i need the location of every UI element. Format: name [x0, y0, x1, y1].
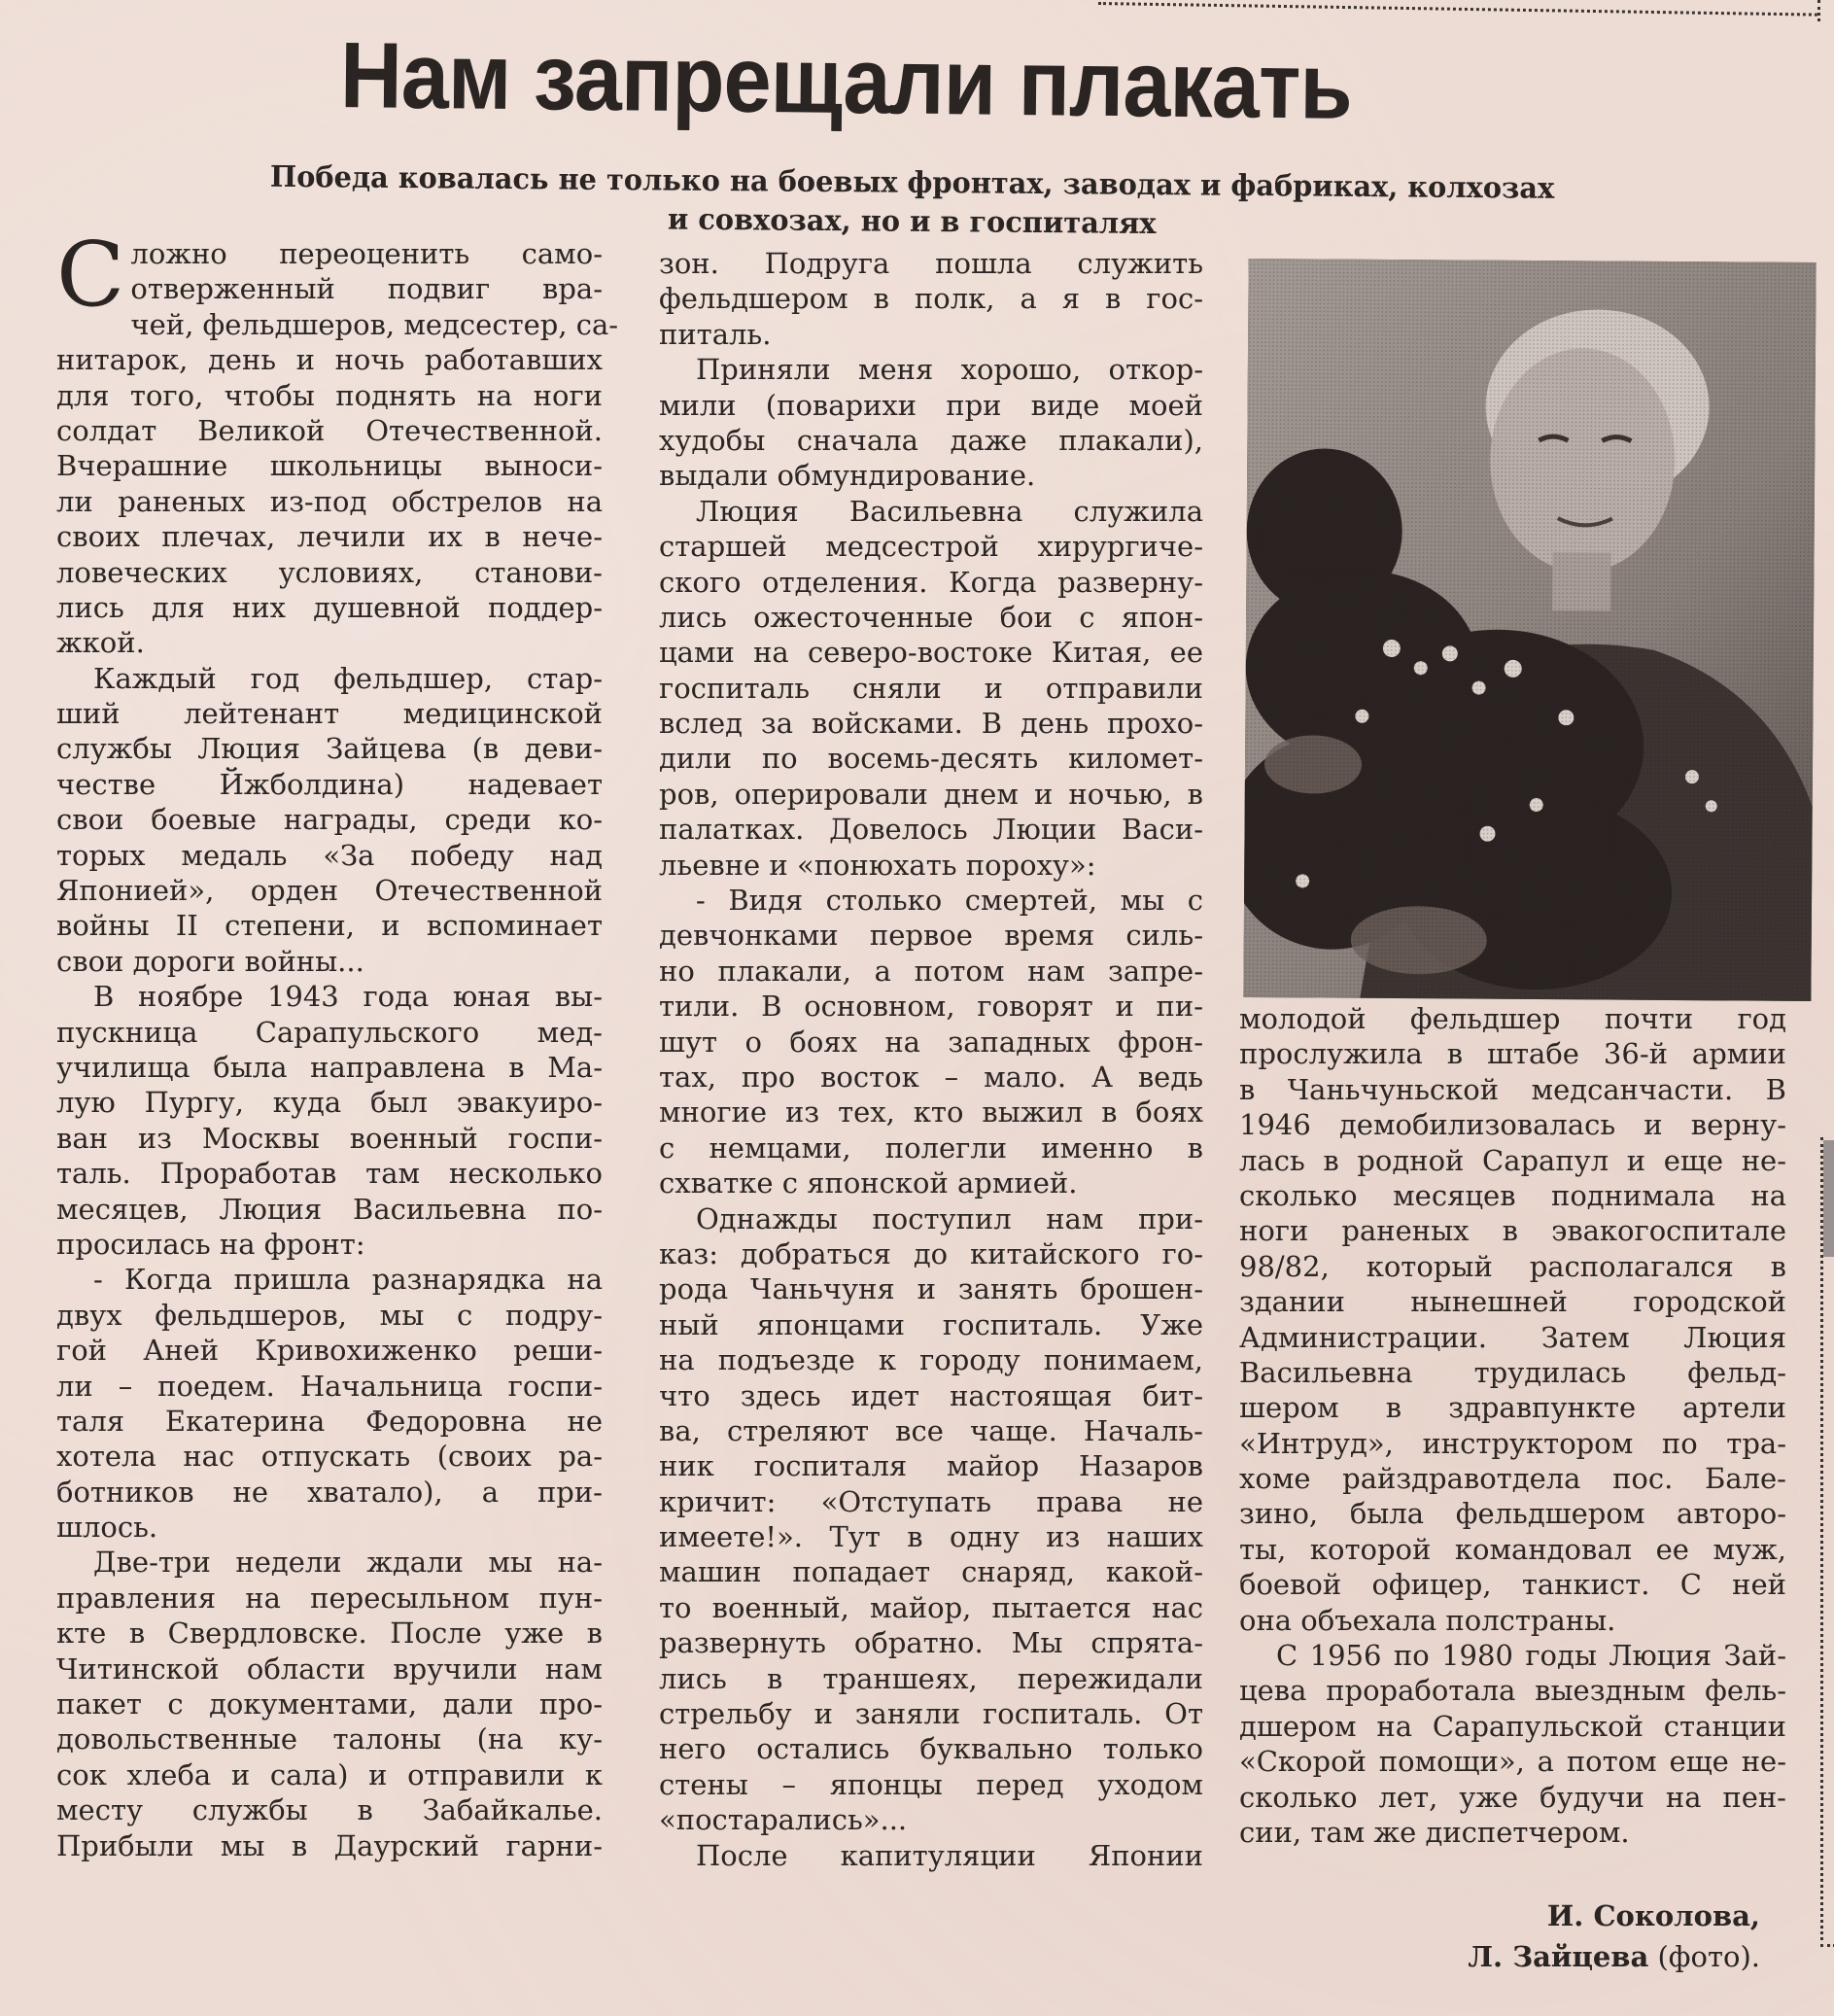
text-line: таль. Проработав там несколько: [56, 1157, 603, 1191]
text-line: таля Екатерина Федоровна не: [56, 1404, 603, 1438]
text-line: имеете!». Тут в одну из наших: [659, 1520, 1203, 1554]
text-line: дшером на Сарапульской станции: [1239, 1709, 1786, 1743]
text-line: - Когда пришла разнарядка на: [93, 1263, 603, 1297]
text-line: на подъезде к городу понимаем,: [659, 1343, 1203, 1377]
text-line: месту службы в Забайкалье.: [56, 1793, 603, 1827]
portrait-photo: [1243, 259, 1816, 1001]
text-line: свои дороги войны...: [56, 944, 364, 978]
text-line: цева проработала выездным фель-: [1239, 1674, 1786, 1708]
text-line: она объехала полстраны.: [1239, 1603, 1616, 1637]
article-column-1: [56, 223, 619, 1863]
text-line: службы Люция Зайцева (в деви-: [56, 732, 603, 766]
text-line: «постарались»...: [659, 1803, 908, 1837]
text-line: ван из Москвы военный госпи-: [56, 1121, 603, 1155]
byline-photo-note: (фото).: [1657, 1940, 1760, 1973]
text-line: хоме райздравотдела пос. Бале-: [1239, 1462, 1786, 1496]
text-line: своих плечах, лечили их в нече-: [56, 520, 603, 554]
text-line: Однажды поступил нам при-: [696, 1201, 1203, 1235]
text-line: Вчерашние школьницы выноси-: [56, 449, 603, 483]
text-line: ный японцами госпиталь. Уже: [659, 1307, 1203, 1341]
text-line: сколько месяцев поднимала на: [1239, 1178, 1786, 1212]
text-line: лась в родной Сарапул и еще не-: [1239, 1143, 1786, 1177]
text-line: 1946 демобилизовалась и верну-: [1239, 1108, 1786, 1142]
text-line: отверженный подвиг вра-: [130, 272, 603, 306]
text-line: него остались буквально только: [659, 1732, 1203, 1766]
text-line: зон. Подруга пошла служить: [659, 247, 1203, 280]
text-line: шлось.: [56, 1511, 158, 1545]
text-line: двух фельдшеров, мы с подру-: [56, 1298, 603, 1332]
text-line: Люция Васильевна служила: [696, 494, 1203, 528]
text-line: девчонками первое время силь-: [659, 919, 1203, 953]
text-line: Администрации. Затем Люция: [1239, 1320, 1786, 1354]
text-line: молодой фельдшер почти год: [1239, 1002, 1786, 1035]
text-line: Японией», орден Отечественной: [56, 874, 603, 908]
text-line: гой Аней Кривохиженко реши-: [56, 1334, 603, 1368]
text-line: стены – японцы перед уходом: [659, 1767, 1203, 1801]
text-line: ник госпиталя майор Назаров: [659, 1449, 1203, 1483]
text-line: машин попадает снаряд, какой-: [659, 1555, 1203, 1589]
text-line: Каждый год фельдшер, стар-: [93, 661, 603, 695]
text-line: цами на северо-востоке Китая, ее: [659, 636, 1203, 670]
text-line: здании нынешней городской: [1239, 1285, 1786, 1319]
text-line: торых медаль «За победу над: [56, 838, 603, 872]
text-line: шут о боях на западных фрон-: [659, 1025, 1203, 1059]
article-headline: Нам запрещали плакать: [339, 23, 1353, 139]
text-line: фельдшером в полк, а я в гос-: [659, 282, 1203, 316]
text-line: в Чаньчуньской медсанчасти. В: [1239, 1072, 1786, 1106]
text-line: сии, там же диспетчером.: [1239, 1815, 1630, 1849]
text-line: то военный, майор, пытается нас: [659, 1590, 1203, 1624]
text-line: войны II степени, и вспоминает: [56, 909, 603, 943]
adjacent-article-border-corner: [1817, 0, 1820, 21]
text-line: месяцев, Люция Васильевна по-: [56, 1192, 603, 1226]
text-line: честве Йжболдина) надевает: [56, 767, 603, 801]
text-line: мили (поварихи при виде моей: [659, 388, 1203, 422]
text-line: но плакали, а потом нам запре-: [659, 954, 1203, 988]
text-line: хотела нас отпускать (своих ра-: [56, 1440, 603, 1474]
text-line: Две-три недели ждали мы на-: [93, 1546, 603, 1580]
text-line: ложно переоценить само-: [130, 237, 603, 270]
text-line: сок хлеба и сала) и отправили к: [56, 1757, 603, 1791]
subheadline-line: Победа ковалась не только на боевых фронтах, заводах и фабриках, колхозах: [269, 159, 1555, 206]
adjacent-article-image-fragment: [1823, 1140, 1834, 1257]
text-line: худобы сначала даже плакали),: [659, 423, 1203, 457]
text-line: госпиталь сняли и отправили: [659, 671, 1203, 705]
byline-author: И. Соколова,: [1546, 1899, 1760, 1932]
text-line: прослужила в штабе 36-й армии: [1239, 1037, 1786, 1071]
byline: [1468, 1895, 1760, 1977]
text-line: После капитуляции Японии: [696, 1838, 1203, 1872]
text-line: боевой офицер, танкист. С ней: [1239, 1568, 1786, 1602]
article-subheadline: [184, 157, 1640, 249]
text-line: что здесь идет настоящая бит-: [659, 1378, 1203, 1412]
text-line: жкой.: [56, 626, 145, 660]
text-line: зино, была фельдшером авторо-: [1239, 1497, 1786, 1531]
article-column-2: [659, 246, 1203, 1873]
text-line: каз: добраться до китайского го-: [659, 1236, 1203, 1270]
text-line: многие из тех, кто выжил в боях: [659, 1095, 1203, 1130]
text-line: нитарок, день и ночь работавших: [56, 343, 603, 377]
text-line: ского отделения. Когда разверну-: [659, 565, 1203, 599]
text-line: стрельбу и заняли госпиталь. От: [659, 1697, 1203, 1731]
text-line: развернуть обратно. Мы спрята-: [659, 1626, 1203, 1660]
text-line: для того, чтобы поднять на ноги: [56, 378, 603, 412]
drop-cap: С: [56, 223, 125, 327]
text-line: «Интруд», инструктором по тра-: [1239, 1426, 1786, 1460]
text-line: правления на пересыльном пун-: [56, 1581, 603, 1615]
text-line: довольственные талоны (на ку-: [56, 1722, 603, 1756]
adjacent-article-border: [1820, 1137, 1834, 1947]
text-line: Прибыли мы в Даурский гарни-: [56, 1828, 603, 1862]
text-line: старшей медсестрой хирургиче-: [659, 530, 1203, 564]
text-line: с немцами, полегли именно в: [659, 1130, 1203, 1164]
text-line: кте в Свердловске. После уже в: [56, 1616, 603, 1651]
text-line: сколько лет, уже будучи на пен-: [1239, 1780, 1786, 1814]
text-line: В ноябре 1943 года юная вы-: [93, 980, 603, 1014]
text-line: «Скорой помощи», а потом еще не-: [1239, 1745, 1786, 1779]
text-line: ботников не хватало), а при-: [56, 1475, 603, 1509]
text-line: тах, про восток – мало. А ведь: [659, 1060, 1203, 1094]
text-line: лись ожесточенные бои с япон-: [659, 600, 1203, 634]
text-line: палатках. Довелось Люции Васи-: [659, 813, 1203, 847]
text-line: Васильевна трудилась фельд-: [1239, 1355, 1786, 1389]
text-line: рода Чаньчуня и занять брошен-: [659, 1272, 1203, 1306]
text-line: шером в здравпункте артели: [1239, 1391, 1786, 1425]
text-line: - Видя столько смертей, мы с: [696, 884, 1203, 918]
text-line: училища была направлена в Ма-: [56, 1050, 603, 1084]
adjacent-article-border: [1098, 2, 1817, 17]
text-line: солдат Великой Отечественной.: [56, 413, 603, 447]
text-line: выдали обмундирование.: [659, 459, 1036, 493]
subheadline-line: и совхозах, но и в госпиталях: [667, 202, 1157, 242]
text-line: льевне и «понюхать пороху»:: [659, 848, 1096, 882]
text-line: ловеческих условиях, станови-: [56, 555, 603, 589]
text-line: лись в траншеях, пережидали: [659, 1661, 1203, 1695]
text-line: питаль.: [659, 317, 772, 351]
text-line: ров, оперировали днем и ночью, в: [659, 777, 1203, 811]
text-line: ва, стреляют все чаще. Началь-: [659, 1413, 1203, 1447]
text-line: ноги раненых в эвакогоспитале: [1239, 1214, 1786, 1248]
text-line: С 1956 по 1980 годы Люция Зай-: [1276, 1639, 1786, 1673]
text-line: лись для них душевной поддер-: [56, 590, 603, 624]
text-line: кричит: «Отступать права не: [659, 1484, 1203, 1518]
text-line: чей, фельдшеров, медсестер, са-: [130, 307, 619, 341]
article-column-3: [1239, 1001, 1786, 1850]
text-line: тили. В основном, говорят и пи-: [659, 990, 1203, 1024]
portrait-photo-icon: [1243, 259, 1816, 1001]
text-line: 98/82, который располагался в: [1239, 1249, 1786, 1283]
text-line: ты, которой командовал ее муж,: [1239, 1532, 1786, 1566]
text-line: свои боевые награды, среди ко-: [56, 803, 603, 837]
text-line: просилась на фронт:: [56, 1227, 365, 1261]
text-line: лую Пургу, куда был эвакуиро-: [56, 1086, 603, 1120]
text-line: вслед за войсками. В день прохо-: [659, 707, 1203, 741]
text-line: пускница Сарапульского мед-: [56, 1015, 603, 1049]
text-line: Приняли меня хорошо, откор-: [696, 353, 1203, 387]
text-line: ли раненых из-под обстрелов на: [56, 484, 603, 518]
text-line: ший лейтенант медицинской: [56, 697, 603, 731]
text-line: ли – поедем. Начальница госпи-: [56, 1369, 603, 1403]
byline-photographer: Л. Зайцева: [1468, 1940, 1649, 1973]
text-line: схватке с японской армией.: [659, 1166, 1078, 1200]
text-line: пакет с документами, дали про-: [56, 1687, 603, 1721]
text-line: Читинской области вручили нам: [56, 1651, 603, 1686]
text-line: дили по восемь-десять километ-: [659, 742, 1203, 776]
